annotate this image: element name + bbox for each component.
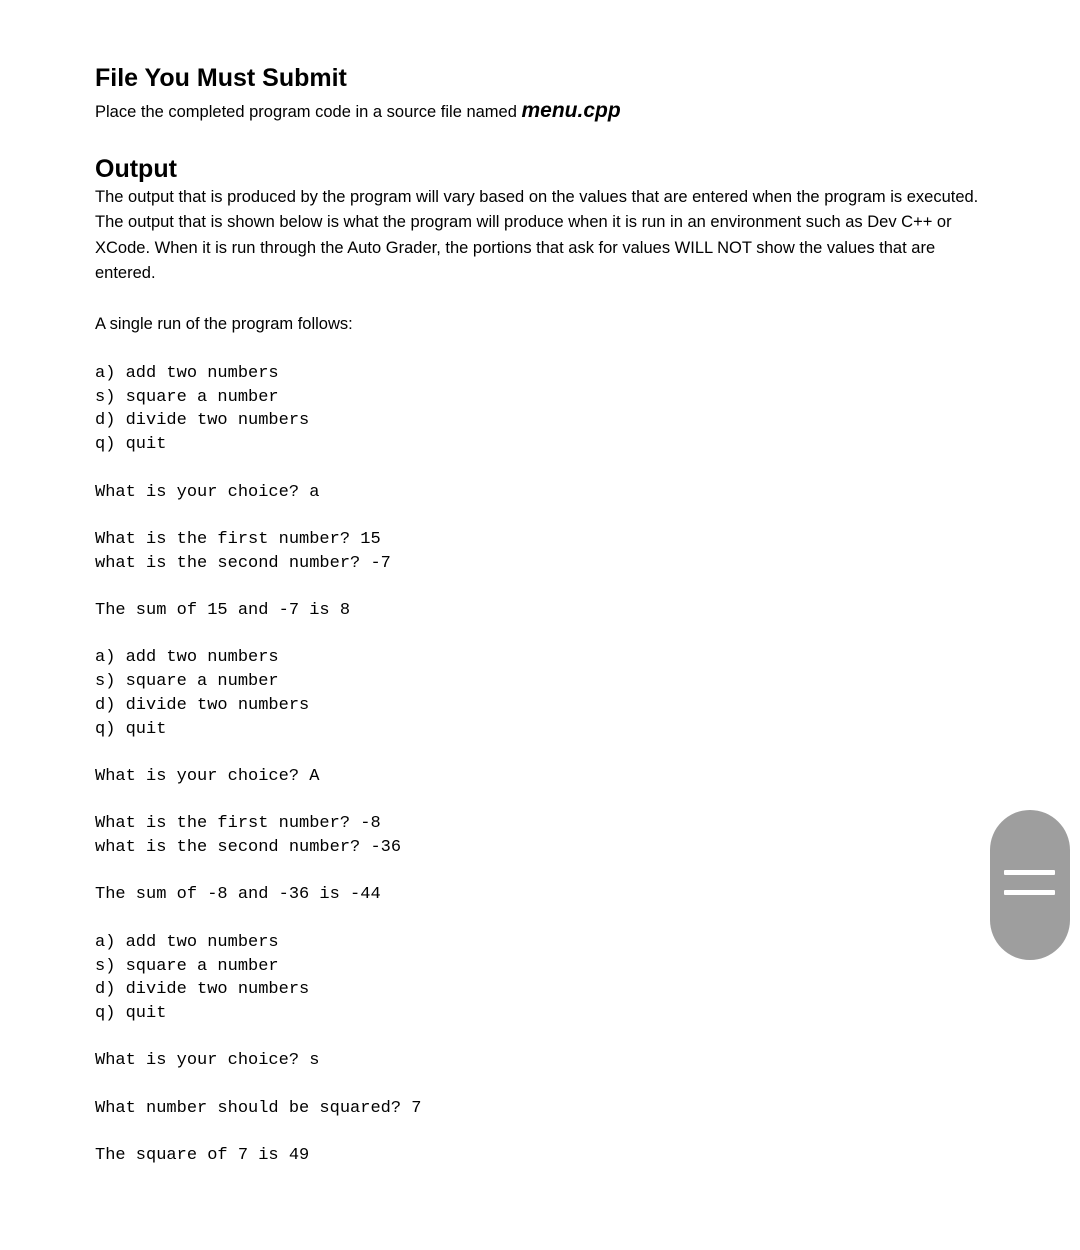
program-run-output: a) add two numbers s) square a number d) divide two numbers q) quit What is your choice? a What is the first number? 15 what is the second number? -7 The sum of 15 and -7 is 8 a) add two numbers s) square a number d) divide two numbers q) quit What is your choice? A What is the first number? -8 what is the second number? -36 The sum of -8 and -36 is -44 a) add two numbers s) square a number d) divide two numbers q) quit What is your choice? s What number should be squared? 7 The square of 7 is 49 (95, 364, 422, 1166)
scroll-handle[interactable] (990, 810, 1070, 960)
submit-heading: File You Must Submit (95, 64, 347, 92)
document-page (95, 62, 995, 1168)
output-description: The output that is produced by the program will vary based on the values that are entered when the program is executed. The output that is shown below is what the program will produce when it is run in an environment such as Dev C++ or XCode. When it is run through the Auto Grader, the portions that ask for values WILL NOT show the values that are entered. (95, 187, 979, 282)
output-heading: Output (95, 154, 177, 183)
submit-instructions (95, 98, 995, 126)
submit-text: Place the completed program code in a source file named (95, 103, 522, 121)
run-intro: A single run of the program follows: (95, 314, 353, 333)
submit-filename: menu.cpp (521, 99, 621, 122)
